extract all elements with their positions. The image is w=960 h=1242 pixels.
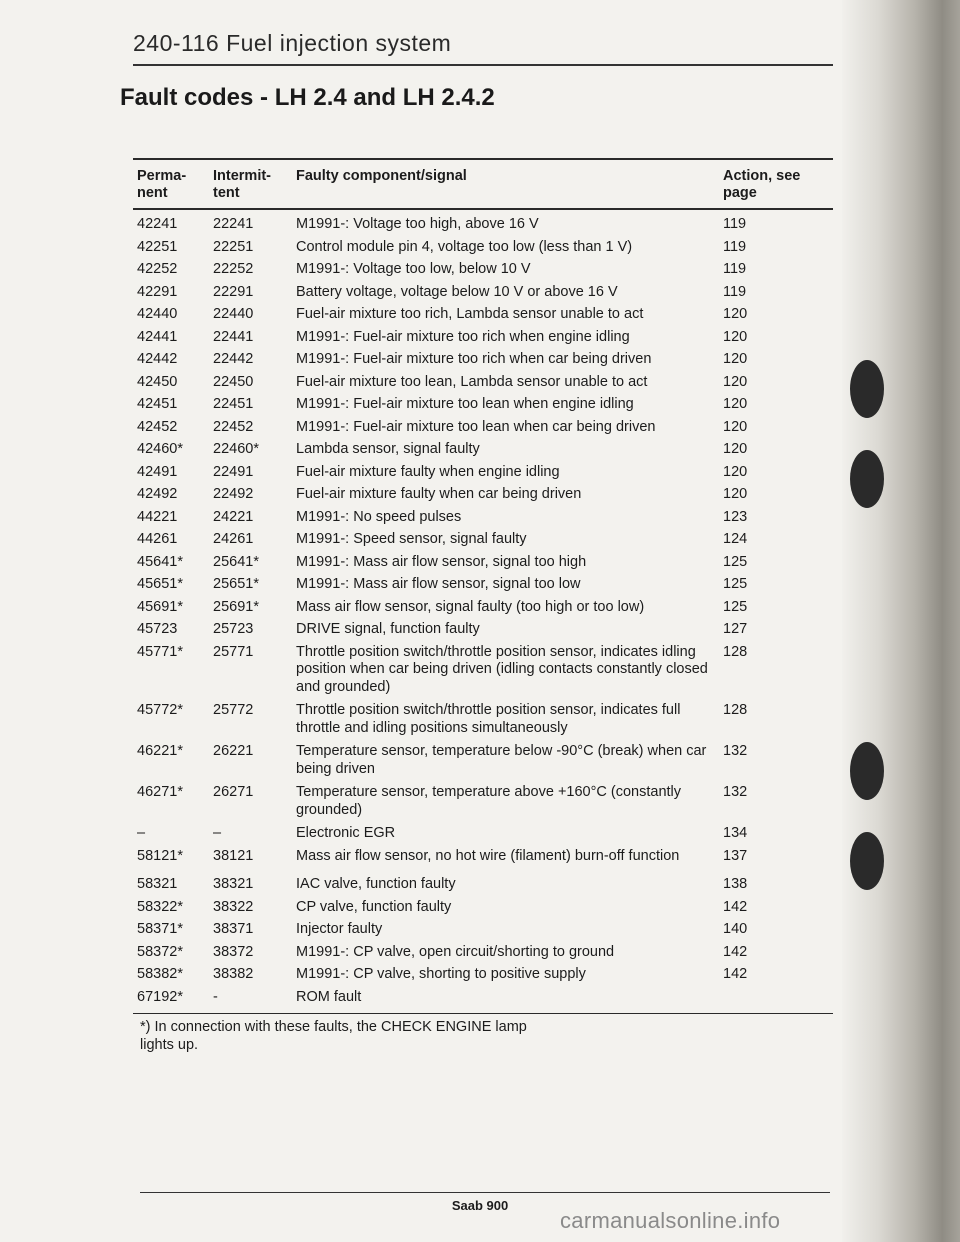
cell-permanent-code: 42442 bbox=[137, 351, 178, 367]
table-row bbox=[133, 599, 833, 622]
cell-action-page: 125 bbox=[723, 576, 748, 592]
cell-component: Lambda sensor, signal faulty bbox=[296, 441, 480, 457]
table-row bbox=[133, 284, 833, 307]
cell-action-page: 137 bbox=[723, 847, 748, 864]
cell-permanent-code: 58322* bbox=[137, 898, 183, 915]
table-row bbox=[133, 944, 833, 967]
cell-component: Fuel-air mixture too lean, Lambda sensor unable to act bbox=[296, 373, 648, 390]
cell-component: DRIVE signal, function faulty bbox=[296, 621, 480, 637]
cell-action-page: 125 bbox=[723, 598, 748, 615]
cell-component: M1991-: Fuel-air mixture too lean when car being driven bbox=[296, 418, 656, 435]
cell-component: ROM fault bbox=[296, 988, 362, 1005]
cell-intermittent-code: 22251 bbox=[213, 238, 254, 255]
cell-permanent-code: 45641* bbox=[137, 553, 183, 570]
table-row bbox=[133, 531, 833, 554]
cell-component: Fuel-air mixture too rich, Lambda sensor unable to act bbox=[296, 306, 644, 322]
table-row bbox=[133, 419, 833, 442]
cell-component: M1991-: Fuel-air mixture too rich when car being driven bbox=[296, 351, 652, 367]
header-intermittent: Intermit- tent bbox=[213, 168, 271, 201]
cell-action-page: 120 bbox=[723, 441, 748, 457]
binding-hole bbox=[850, 450, 884, 508]
cell-intermittent-code: 22450 bbox=[213, 373, 254, 390]
cell-permanent-code: 45771* bbox=[137, 643, 183, 660]
cell-intermittent-code: 25651* bbox=[213, 576, 259, 592]
cell-component: Electronic EGR bbox=[296, 825, 396, 841]
cell-component: Throttle position switch/throttle position sensor, indicates idling position when car being driven (idling contacts constantly closed and grounded) bbox=[296, 643, 708, 695]
binding-edge bbox=[842, 0, 960, 1242]
cell-intermittent-code: - bbox=[213, 988, 218, 1005]
cell-intermittent-code: 22451 bbox=[213, 396, 254, 412]
cell-component: M1991-: Mass air flow sensor, signal too low bbox=[296, 576, 581, 592]
table-row bbox=[133, 784, 833, 819]
cell-action-page: 128 bbox=[723, 643, 748, 660]
cell-intermittent-code: 38371 bbox=[213, 921, 254, 937]
cell-permanent-code: 42241 bbox=[137, 216, 178, 232]
cell-action-page: 119 bbox=[723, 261, 747, 277]
cell-intermittent-code: 24221 bbox=[213, 508, 254, 525]
cell-action-page: 120 bbox=[723, 328, 748, 345]
cell-action-page: 138 bbox=[723, 876, 748, 892]
page-title: 240-116 Fuel injection system bbox=[133, 30, 452, 56]
table-row bbox=[133, 486, 833, 509]
cell-permanent-code: 58321 bbox=[137, 876, 178, 892]
cell-intermittent-code: 22442 bbox=[213, 351, 254, 367]
table-row bbox=[133, 329, 833, 352]
cell-intermittent-code: – bbox=[213, 825, 222, 841]
cell-intermittent-code: 22491 bbox=[213, 463, 254, 480]
binding-hole bbox=[850, 742, 884, 800]
cell-intermittent-code: 38121 bbox=[213, 847, 254, 864]
cell-action-page: 120 bbox=[723, 486, 748, 502]
cell-action-page: 132 bbox=[723, 784, 748, 800]
cell-permanent-code: 42251 bbox=[137, 238, 178, 255]
cell-permanent-code: 58372* bbox=[137, 943, 183, 960]
cell-action-page: 120 bbox=[723, 418, 748, 435]
cell-permanent-code: 67192* bbox=[137, 988, 183, 1005]
table-body bbox=[133, 210, 833, 1013]
table-row bbox=[133, 848, 833, 871]
cell-permanent-code: 42252 bbox=[137, 261, 178, 277]
footer-rule bbox=[140, 1192, 830, 1193]
cell-action-page: 124 bbox=[723, 531, 748, 547]
cell-intermittent-code: 22241 bbox=[213, 216, 254, 232]
cell-permanent-code: 42440 bbox=[137, 306, 178, 322]
cell-permanent-code: – bbox=[137, 825, 146, 841]
cell-component: M1991-: Speed sensor, signal faulty bbox=[296, 531, 527, 547]
cell-intermittent-code: 25772 bbox=[213, 702, 254, 718]
binding-hole bbox=[850, 832, 884, 890]
cell-action-page: 120 bbox=[723, 463, 748, 480]
cell-action-page: 120 bbox=[723, 396, 748, 412]
table-row bbox=[133, 899, 833, 922]
cell-permanent-code: 42451 bbox=[137, 396, 178, 412]
cell-component: Battery voltage, voltage below 10 V or above 16 V bbox=[296, 283, 618, 300]
cell-component: M1991-: Voltage too high, above 16 V bbox=[296, 216, 539, 232]
cell-permanent-code: 42460* bbox=[137, 441, 183, 457]
cell-component: Temperature sensor, temperature above +160°C (constantly grounded) bbox=[296, 784, 682, 818]
cell-permanent-code: 45651* bbox=[137, 576, 183, 592]
cell-component: CP valve, function faulty bbox=[296, 898, 452, 915]
table-row bbox=[133, 441, 833, 464]
cell-component: Fuel-air mixture faulty when engine idling bbox=[296, 463, 560, 480]
table-bottom-rule bbox=[133, 1013, 833, 1014]
cell-action-page: 142 bbox=[723, 898, 748, 915]
cell-action-page: 119 bbox=[723, 283, 747, 300]
cell-action-page: 119 bbox=[723, 216, 747, 232]
cell-permanent-code: 44221 bbox=[137, 508, 178, 525]
table-row bbox=[133, 464, 833, 487]
cell-permanent-code: 42491 bbox=[137, 463, 178, 480]
page-header bbox=[133, 30, 833, 57]
page-footer-label: Saab 900 bbox=[451, 1198, 509, 1213]
cell-permanent-code: 45723 bbox=[137, 621, 178, 637]
cell-action-page: 140 bbox=[723, 921, 748, 937]
cell-permanent-code: 42452 bbox=[137, 418, 178, 435]
footnote: *) In connection with these faults, the CHECK ENGINE lamp lights up. bbox=[140, 1019, 527, 1053]
cell-component: M1991-: Voltage too low, below 10 V bbox=[296, 261, 531, 277]
binding-hole bbox=[850, 360, 884, 418]
table-row bbox=[133, 396, 833, 419]
cell-action-page: 120 bbox=[723, 351, 748, 367]
cell-intermittent-code: 22452 bbox=[213, 418, 254, 435]
table-row bbox=[133, 644, 833, 697]
table-row bbox=[133, 966, 833, 989]
table-row bbox=[133, 261, 833, 284]
cell-action-page: 119 bbox=[723, 238, 747, 255]
cell-intermittent-code: 38321 bbox=[213, 876, 254, 892]
cell-component: IAC valve, function faulty bbox=[296, 876, 456, 892]
table-row bbox=[133, 554, 833, 577]
cell-action-page: 132 bbox=[723, 743, 748, 759]
cell-component: Fuel-air mixture faulty when car being driven bbox=[296, 486, 582, 502]
cell-intermittent-code: 26271 bbox=[213, 784, 254, 800]
cell-action-page: 127 bbox=[723, 621, 748, 637]
cell-intermittent-code: 22460* bbox=[213, 441, 259, 457]
header-permanent: Perma- nent bbox=[137, 168, 187, 201]
cell-permanent-code: 42441 bbox=[137, 328, 178, 345]
cell-permanent-code: 45691* bbox=[137, 598, 183, 615]
table-row bbox=[133, 576, 833, 599]
header-rule bbox=[133, 64, 833, 66]
cell-intermittent-code: 38322 bbox=[213, 898, 254, 915]
cell-intermittent-code: 38382 bbox=[213, 966, 254, 982]
table-row bbox=[133, 351, 833, 374]
table-row bbox=[133, 509, 833, 532]
cell-permanent-code: 46271* bbox=[137, 784, 183, 800]
cell-action-page: 142 bbox=[723, 966, 748, 982]
cell-action-page: 120 bbox=[723, 306, 748, 322]
cell-intermittent-code: 26221 bbox=[213, 743, 254, 759]
cell-intermittent-code: 25641* bbox=[213, 553, 259, 570]
watermark: carmanualsonline.info bbox=[560, 1208, 781, 1233]
cell-intermittent-code: 38372 bbox=[213, 943, 254, 960]
table-row bbox=[133, 743, 833, 778]
cell-component: M1991-: Fuel-air mixture too rich when engine idling bbox=[296, 328, 630, 345]
table-row bbox=[133, 702, 833, 737]
cell-component: Mass air flow sensor, signal faulty (too high or too low) bbox=[296, 598, 645, 615]
cell-intermittent-code: 22492 bbox=[213, 486, 254, 502]
cell-action-page: 142 bbox=[723, 943, 748, 960]
cell-permanent-code: 45772* bbox=[137, 702, 183, 718]
table-row bbox=[133, 374, 833, 397]
header-component: Faulty component/signal bbox=[296, 168, 467, 184]
table-row bbox=[133, 239, 833, 262]
cell-intermittent-code: 25771 bbox=[213, 643, 254, 660]
table-row bbox=[133, 989, 833, 1012]
cell-component: Mass air flow sensor, no hot wire (filament) burn-off function bbox=[296, 847, 680, 864]
cell-action-page: 120 bbox=[723, 373, 748, 390]
cell-component: Throttle position switch/throttle position sensor, indicates full throttle and idling positions simultaneously bbox=[296, 702, 681, 736]
cell-component: M1991-: CP valve, shorting to positive supply bbox=[296, 966, 586, 982]
cell-intermittent-code: 22440 bbox=[213, 306, 254, 322]
cell-component: M1991-: Fuel-air mixture too lean when engine idling bbox=[296, 396, 634, 412]
table-header-row bbox=[133, 160, 833, 208]
cell-intermittent-code: 22291 bbox=[213, 283, 254, 300]
cell-permanent-code: 42291 bbox=[137, 283, 178, 300]
cell-component: Temperature sensor, temperature below -90°C (break) when car being driven bbox=[296, 743, 707, 777]
cell-permanent-code: 42450 bbox=[137, 373, 178, 390]
cell-action-page: 134 bbox=[723, 825, 748, 841]
table-row bbox=[133, 876, 833, 899]
cell-permanent-code: 46221* bbox=[137, 743, 183, 759]
cell-intermittent-code: 22252 bbox=[213, 261, 254, 277]
cell-intermittent-code: 24261 bbox=[213, 531, 254, 547]
cell-permanent-code: 42492 bbox=[137, 486, 178, 502]
cell-action-page: 123 bbox=[723, 508, 748, 525]
table-row bbox=[133, 216, 833, 239]
cell-action-page: 128 bbox=[723, 702, 748, 718]
table-row bbox=[133, 825, 833, 848]
table-row bbox=[133, 921, 833, 944]
cell-action-page bbox=[721, 989, 833, 1012]
cell-permanent-code: 58371* bbox=[137, 921, 183, 937]
cell-component: M1991-: No speed pulses bbox=[296, 508, 462, 525]
header-action: Action, see page bbox=[723, 168, 801, 201]
cell-intermittent-code: 22441 bbox=[213, 328, 254, 345]
cell-permanent-code: 58121* bbox=[137, 847, 183, 864]
cell-component: M1991-: CP valve, open circuit/shorting to ground bbox=[296, 943, 615, 960]
cell-component: Control module pin 4, voltage too low (less than 1 V) bbox=[296, 238, 633, 255]
cell-component: Injector faulty bbox=[296, 921, 383, 937]
cell-intermittent-code: 25723 bbox=[213, 621, 254, 637]
table-row bbox=[133, 306, 833, 329]
cell-permanent-code: 58382* bbox=[137, 966, 183, 982]
fault-code-table bbox=[133, 158, 833, 1014]
table-row bbox=[133, 621, 833, 644]
cell-permanent-code: 44261 bbox=[137, 531, 178, 547]
cell-action-page: 125 bbox=[723, 553, 748, 570]
cell-component: M1991-: Mass air flow sensor, signal too high bbox=[296, 553, 587, 570]
cell-intermittent-code: 25691* bbox=[213, 598, 259, 615]
section-title: Fault codes - LH 2.4 and LH 2.4.2 bbox=[120, 84, 495, 111]
